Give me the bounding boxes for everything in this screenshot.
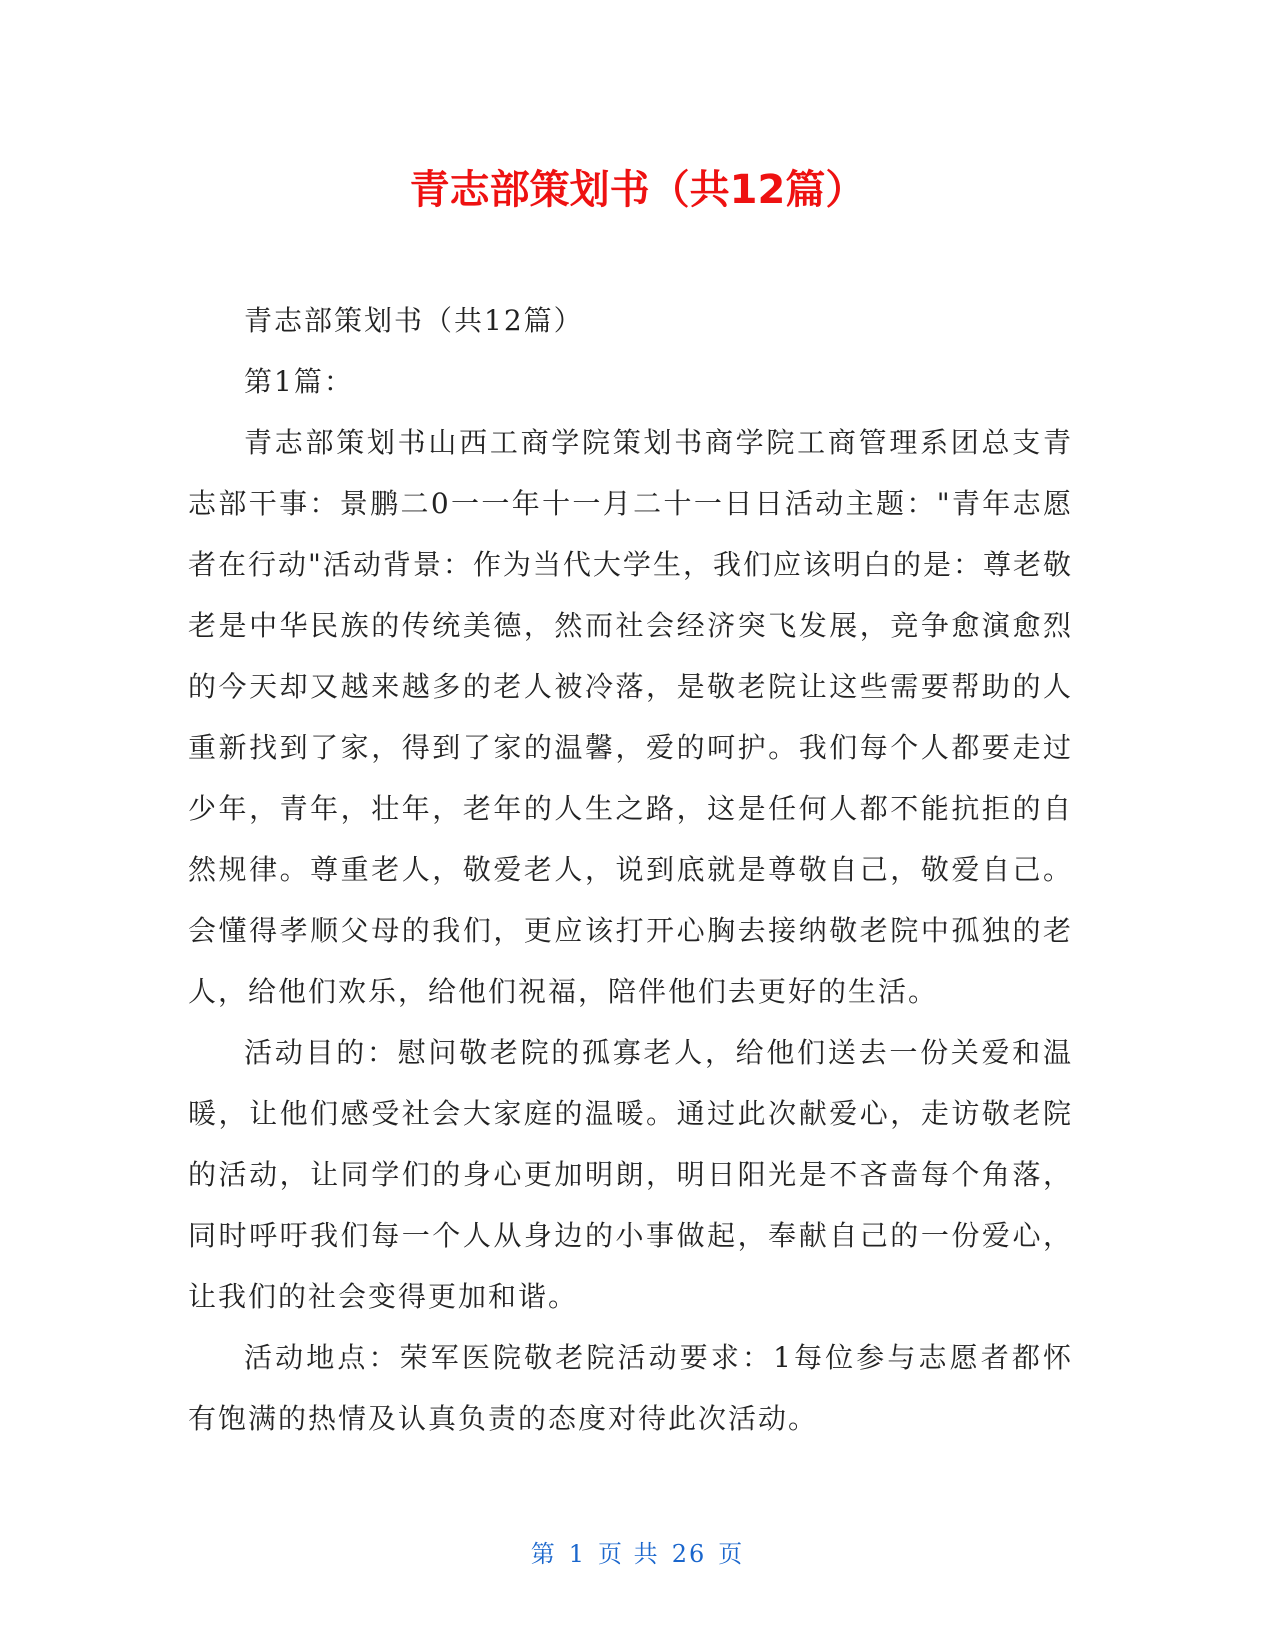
background-paragraph: 青志部策划书山西工商学院策划书商学院工商管理系团总支青志部干事：景鹏二0一一年十一月二十一日日活动主题："青年志愿者在行动"活动背景：作为当代大学生，我们应该明白的是：尊老敬老是中华民族的传统美德，然而社会经济突飞发展，竞争愈演愈烈的今天却又越来越多的老人被冷落，是敬老院让这些需要帮助的人重新找到了家，得到了家的温馨，爱的呵护。我们每个人都要走过少年，青年，壮年，老年的人生之路，这是任何人都不能抗拒的自然规律。尊重老人，敬爱老人，说到底就是尊敬自己，敬爱自己。会懂得孝顺父母的我们，更应该打开心胸去接纳敬老院中孤独的老人，给他们欢乐，给他们祝福，陪伴他们去更好的生活。 bbox=[188, 426, 1073, 1008]
current-page-number: 1 bbox=[568, 1540, 587, 1568]
document-title: 青志部策划书（共12篇） bbox=[409, 167, 866, 213]
footer-middle: 页 共 bbox=[598, 1540, 660, 1568]
document-body bbox=[188, 290, 1073, 1449]
footer-suffix: 页 bbox=[718, 1540, 745, 1568]
footer-prefix: 第 bbox=[530, 1540, 557, 1568]
section-heading: 第1篇： bbox=[244, 365, 354, 398]
location-paragraph: 活动地点：荣军医院敬老院活动要求：1每位参与志愿者都怀有饱满的热情及认真负责的态度对待此次活动。 bbox=[188, 1341, 1073, 1435]
total-page-count: 26 bbox=[671, 1540, 707, 1568]
purpose-paragraph: 活动目的：慰问敬老院的孤寡老人，给他们送去一份关爱和温暖，让他们感受社会大家庭的温暖。通过此次献爱心，走访敬老院的活动，让同学们的身心更加明朗，明日阳光是不吝啬每个角落，同时呼吁我们每一个人从身边的小事做起，奉献自己的一份爱心，让我们的社会变得更加和谐。 bbox=[188, 1036, 1073, 1313]
page-number-footer bbox=[0, 1538, 1275, 1570]
subtitle-paragraph: 青志部策划书（共12篇） bbox=[244, 304, 584, 337]
